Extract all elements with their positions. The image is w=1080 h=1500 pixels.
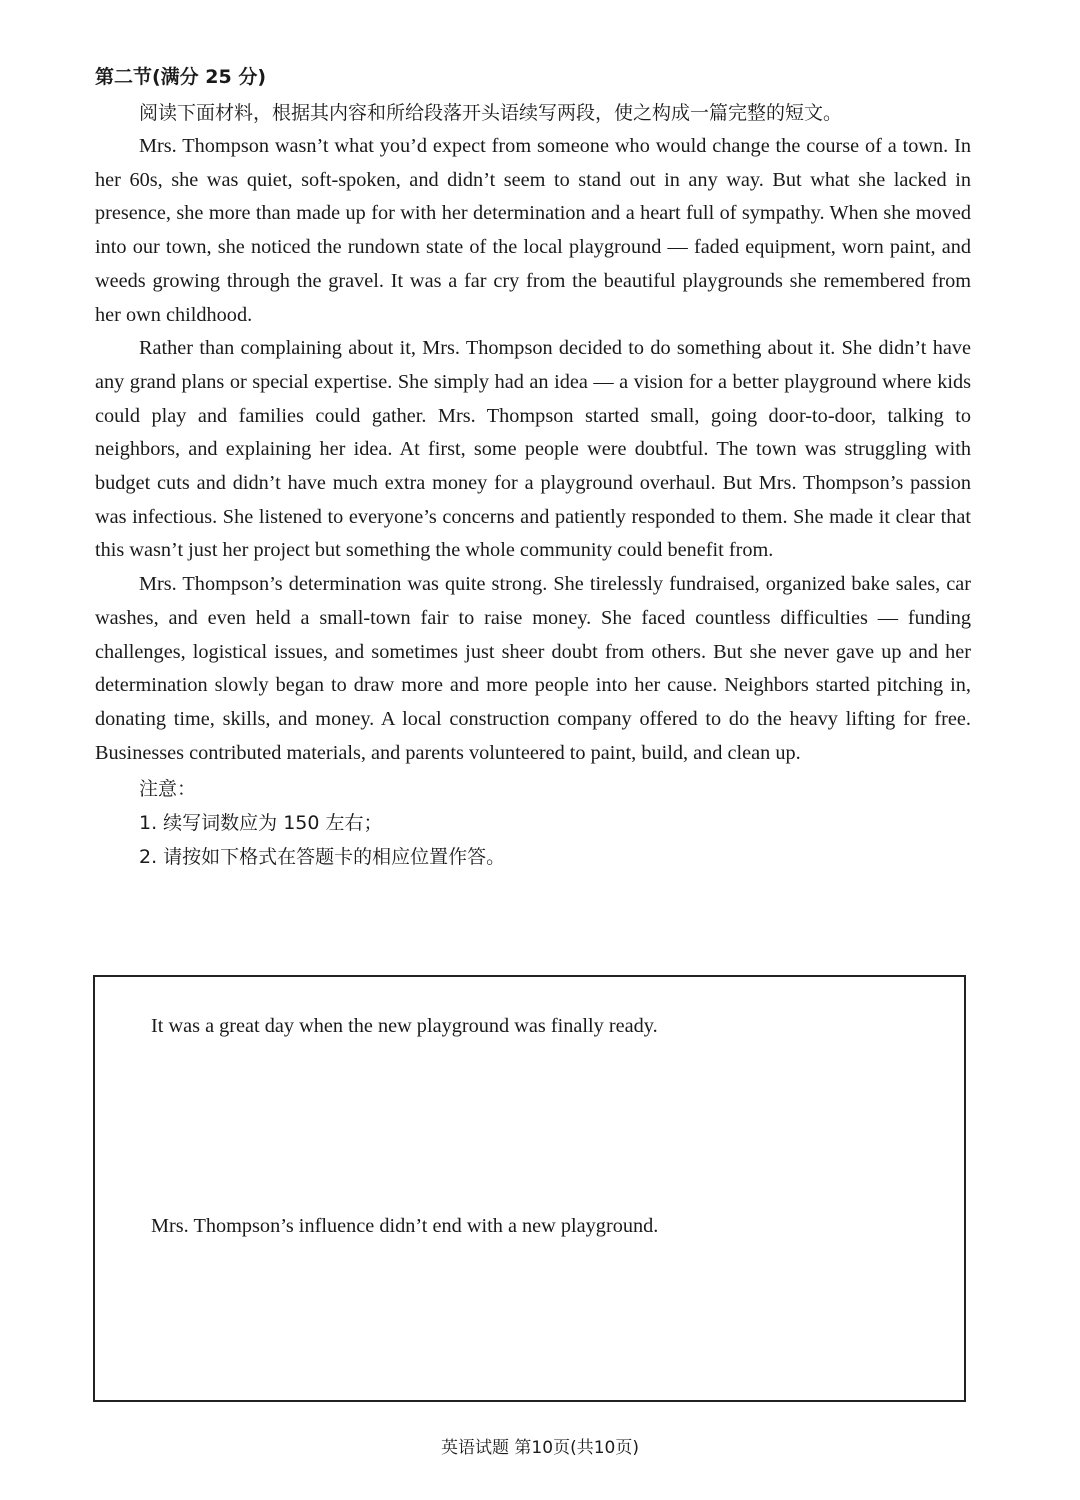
passage-paragraph-1: Mrs. Thompson wasn’t what you’d expect from someone who would change the course of a town. In her 60s, she was quiet, soft-spoken, and didn’t seem to stand out in any way. But what she lacked in presence, she more than made up for with her determination and a heart full of sympathy. When she moved into our town, she noticed the rundown state of the local playground — faded equipment, worn paint, and weeds growing through the gravel. It was a far cry from the beautiful playgrounds she remembered from her own childhood. bbox=[95, 135, 971, 326]
note-item-answer-format: 2. 请按如下格式在答题卡的相应位置作答。 bbox=[139, 846, 506, 869]
passage-paragraph-2: Rather than complaining about it, Mrs. Thompson decided to do something about it. She didn’t have any grand plans or special expertise. She simply had an idea — a vision for a better playground where kids could play and families could gather. Mrs. Thompson started small, going door-to-door, talking to neighbors, and explaining her idea. At first, some people were doubtful. The town was struggling with budget cuts and didn’t have much extra money for a playground overhaul. But Mrs. Thompson’s passion was infectious. She listened to everyone’s concerns and patiently responded to them. She made it clear that this wasn’t just her project but something the whole community could benefit from. bbox=[95, 337, 971, 562]
reading-passage bbox=[95, 130, 971, 770]
exam-page bbox=[95, 62, 971, 874]
section-instruction: 阅读下面材料，根据其内容和所给段落开头语续写两段，使之构成一篇完整的短文。 bbox=[139, 102, 843, 124]
passage-paragraph-3: Mrs. Thompson’s determination was quite strong. She tirelessly fundraised, organized bake sales, car washes, and even held a small-town fair to raise money. She faced countless difficulties — funding challenges, logistical issues, and sometimes just sheer doubt from others. But she never gave up and her determination slowly began to draw more and more people into her cause. Neighbors started pitching in, donating time, skills, and money. A local construction company offered to do the heavy lifting for free. Businesses contributed materials, and parents volunteered to paint, build, and clean up. bbox=[95, 573, 971, 764]
answer-box bbox=[93, 975, 966, 1402]
page-footer: 英语试题 第10页(共10页) bbox=[441, 1438, 639, 1458]
notes-label: 注意： bbox=[139, 778, 197, 801]
section-title: 第二节(满分 25 分) bbox=[95, 66, 267, 88]
notes-section bbox=[95, 772, 971, 874]
paragraph-opening-2: Mrs. Thompson’s influence didn’t end with a new playground. bbox=[151, 1215, 659, 1237]
note-item-word-count: 1. 续写词数应为 150 左右； bbox=[139, 812, 383, 835]
paragraph-opening-1: It was a great day when the new playground was finally ready. bbox=[151, 1015, 658, 1037]
